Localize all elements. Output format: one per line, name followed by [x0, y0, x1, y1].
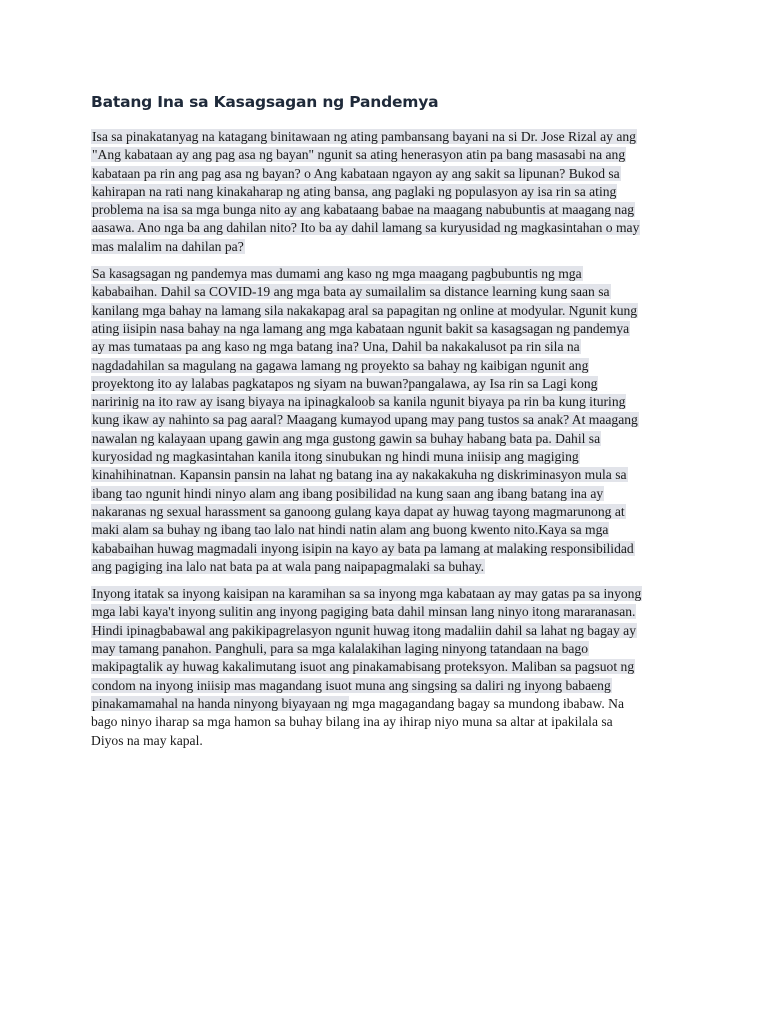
- text-line: [91, 265, 681, 283]
- text-line: [91, 320, 681, 338]
- highlighted-text: aasawa. Ano nga ba ang dahilan nito? Ito ba ay dahil lamang sa kuryusidad ng magkasintahan o may: [92, 220, 640, 236]
- highlighted-text: makipagtalik ay huwag kakalimutang isuot ang pinakamabisang proteksyon. Maliban sa pagsuot ng: [92, 659, 635, 675]
- highlighted-text: pinakamamahal na handa ninyong biyayaan ng: [92, 695, 348, 711]
- plain-text: mga magagandang bagay sa mundong ibabaw. Na: [348, 695, 625, 711]
- text-line: [91, 201, 681, 219]
- text-line: [91, 238, 681, 256]
- highlighted-text: Sa kasagsagan ng pandemya mas dumami ang kaso ng mga maagang pagbubuntis ng mga: [92, 266, 582, 282]
- text-line: [91, 521, 681, 539]
- text-line: [91, 165, 681, 183]
- highlighted-text: ay mas tumataas pa ang kaso ng mga batang ina? Una, Dahil ba nakakalusot pa rin sila na: [92, 339, 580, 355]
- highlighted-text: Hindi ipinagbabawal ang pakikipagrelasyon ngunit huwag itong madaliin dahil sa lahat ng bagay ay: [92, 622, 636, 638]
- plain-text: Diyos na may kapal.: [91, 732, 203, 748]
- paragraph-3: [91, 585, 681, 750]
- text-line: [91, 695, 681, 713]
- text-line: [91, 732, 681, 750]
- highlighted-text: nakaranas ng sexual harassment sa ganoong gulang kaya dapat ay huwag tayong magmarunong at: [92, 503, 625, 519]
- paragraph-2: [91, 265, 681, 576]
- highlighted-text: mga labi kaya't inyong sulitin ang inyong pagiging bata dahil minsan lang ninyo itong mararanasan.: [92, 604, 636, 620]
- text-line: [91, 411, 681, 429]
- text-line: [91, 485, 681, 503]
- highlighted-text: condom na inyong iniisip mas magandang isuot muna ang singsing sa daliri ng inyong babaeng: [92, 677, 611, 693]
- highlighted-text: Inyong itatak sa inyong kaisipan na karamihan sa sa inyong mga kabataan ay may gatas pa sa inyong: [92, 586, 642, 602]
- text-line: [91, 146, 681, 164]
- paragraph-1: [91, 128, 681, 256]
- text-line: [91, 302, 681, 320]
- highlighted-text: "Ang kabataan ay ang pag asa ng bayan" ngunit sa ating henerasyon atin pa bang masasabi na ang: [92, 147, 626, 163]
- highlighted-text: kuryosidad ng magkasintahan kanila itong sinubukan ng hindi muna iniisip ang magiging: [92, 449, 579, 465]
- highlighted-text: naririnig na ito raw ay isang biyaya na ipinagkaloob sa kanila ngunit biyaya pa rin ba kung ituring: [92, 394, 626, 410]
- highlighted-text: kababaihan huwag magmadali inyong isipin na kayo ay bata pa lamang at malaking responsibilidad: [92, 540, 634, 556]
- text-line: [91, 183, 681, 201]
- text-line: [91, 219, 681, 237]
- highlighted-text: mas malalim na dahilan pa?: [92, 238, 244, 254]
- text-line: [91, 128, 681, 146]
- text-line: [91, 375, 681, 393]
- highlighted-text: Isa sa pinakatanyag na katagang binitawaan ng ating pambansang bayani na si Dr. Jose Rizal ay ang: [92, 129, 636, 144]
- highlighted-text: nagdadahilan sa magulang na gagawa lamang ng proyekto sa bahay ng kaibigan ngunit ang: [92, 357, 589, 373]
- text-line: [91, 713, 681, 731]
- text-line: [91, 448, 681, 466]
- text-line: [91, 658, 681, 676]
- text-line: [91, 338, 681, 356]
- text-line: [91, 430, 681, 448]
- highlighted-text: kahirapan na rati nang kinakaharap ng ating bansa, ang paglaki ng populasyon ay isa rin sa ating: [92, 183, 617, 199]
- text-line: [91, 640, 681, 658]
- highlighted-text: may tamang panahon. Panghuli, para sa mga kalalakihan laging ninyong tatandaan na bago: [92, 641, 589, 657]
- highlighted-text: ang pagiging ina lalo nat bata pa at wala pang naipapagmalaki sa buhay.: [92, 558, 485, 574]
- highlighted-text: ating iisipin nasa bahay na nga lamang ang mga kabataan ngunit bakit sa kasagsagan ng pandemya: [92, 320, 630, 336]
- text-line: [91, 393, 681, 411]
- highlighted-text: problema na isa sa mga bunga nito ay ang kabataang babae na maagang nabubuntis at maagang nag: [92, 202, 635, 218]
- text-line: [91, 283, 681, 301]
- text-line: [91, 558, 681, 576]
- text-line: [91, 622, 681, 640]
- document-body: [91, 128, 681, 759]
- highlighted-text: kabataan pa rin ang pag asa ng bayan? o Ang kabataan ngayon ay ang sakit sa lipunan? Bukod sa: [92, 165, 620, 181]
- text-line: [91, 603, 681, 621]
- highlighted-text: ibang tao ngunit hindi ninyo alam ang ibang posibilidad na kung saan ang ibang batang ina ay: [92, 485, 604, 501]
- highlighted-text: kung ikaw ay nahinto sa pag aaral? Maagang kumayod upang may pang tustos sa anak? At maagang: [92, 412, 638, 428]
- plain-text: bago ninyo iharap sa mga hamon sa buhay bilang ina ay ihirap niyo muna sa altar at ipakilala sa: [91, 714, 613, 730]
- highlighted-text: nawalan ng kalayaan upang gawin ang mga gustong gawin sa buhay habang bata pa. Dahil sa: [92, 430, 601, 446]
- highlighted-text: maki alam sa buhay ng ibang tao lalo nat hindi natin alam ang buong kwento nito.Kaya sa mga: [92, 522, 609, 538]
- highlighted-text: kinahihinatnan. Kapansin pansin na lahat ng batang ina ay nakakakuha ng diskriminasyon mula sa: [92, 467, 627, 483]
- text-line: [91, 503, 681, 521]
- text-line: [91, 585, 681, 603]
- highlighted-text: kababaihan. Dahil sa COVID-19 ang mga bata ay sumailalim sa distance learning kung saan sa: [92, 284, 610, 300]
- document-title: Batang Ina sa Kasagsagan ng Pandemya: [91, 93, 439, 111]
- text-line: [91, 357, 681, 375]
- text-line: [91, 540, 681, 558]
- text-line: [91, 677, 681, 695]
- text-line: [91, 466, 681, 484]
- highlighted-text: kanilang mga bahay na lamang sila nakakapag aral sa papagitan ng online at modyular. Ngunit kung: [92, 302, 638, 318]
- highlighted-text: proyektong ito ay lalabas pagkatapos ng siyam na buwan?pangalawa, ay Isa rin sa Lagi kong: [92, 375, 598, 391]
